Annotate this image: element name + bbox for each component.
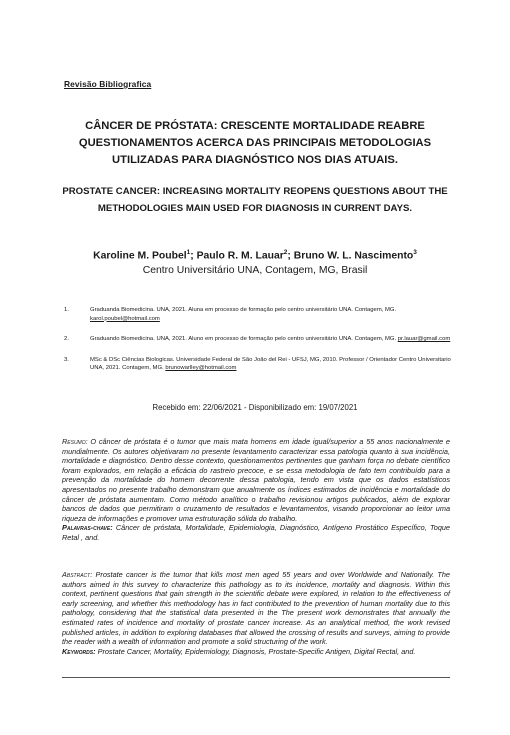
keywords-pt: Câncer de próstata, Mortalidade, Epidemiologia, Diagnóstico, Antígeno Prostático Específico, Toque Retal , and. [62, 523, 450, 542]
note-body: MSc & DSc Ciências Biologicas. Universidade Federal de São João del Rei - UFSJ, MG, 2010. Professor / Orientador Centro Universitario UNA, 2021. Contagem, MG. [90, 356, 451, 371]
author-note [64, 356, 454, 373]
email-link[interactable]: pr.lauar@gmail.com [397, 336, 451, 342]
keywords-en: Prostate Cancer, Mortality, Epidemiology, Diagnosis, Prostate-Specific Antigen, Digital Rectal, and. [95, 646, 416, 656]
resumo-text: O câncer de próstata é o tumor que mais mata homens em idade igual/superior a 55 anos nacionalmente e mundialmente. Os autores objetivaram no presente levantamento caracterizar essa patologia quanto à sua incidência, mortalidade e diagnóstico. Dentro desse contexto, questionamentos pertinentes que ganham força no debate científico foram explorados, em relação a eficácia do rastreio precoce, e se essa metodologia de fato tem contribuído para a prevenção da mortalidade do homem decorrente dessa patologia, tendo em vista que os dados estatísticos apresentados no presente trabalho demonstram que anualmente os índices estimados de incidência e mortalidade do câncer de próstata aumentam. Como método analítico o trabalho revisionou artigos publicados, além de explorar bancos de dados que permitiram o cruzamento de resultados e levantamentos, visando proporcionar ao leitor uma riqueza de informações e promover uma estruturação sólida do trabalho. [62, 437, 450, 523]
email-link[interactable]: karol.poubel@hotmail.com [90, 315, 160, 322]
note-body: Graduando Biomedicina. UNA, 2021. Aluno em processo de formação pelo centro universitário UNA. Contagem, MG. [90, 336, 398, 342]
title-portuguese: CÂNCER DE PRÓSTATA: CRESCENTE MORTALIDADE REABRE QUESTIONAMENTOS ACERCA DAS PRINCIPAIS METODOLOGIAS UTILIZADAS PARA DIAGNÓSTICO NOS DIAS ATUAIS. [78, 120, 432, 166]
abstract-block [62, 570, 450, 656]
author-note [64, 306, 454, 323]
email-link[interactable]: brunowarlley@hotmail.com [165, 365, 237, 371]
note-text [90, 356, 454, 373]
author-separator: ; [190, 250, 197, 262]
resumo-block [62, 437, 450, 543]
note-body: Graduanda Biomedicina. UNA, 2021. Aluna em processo de formação pelo centro universitário UNA. Contagem, MG. [90, 307, 397, 313]
author-name: Bruno W. L. Nascimento [293, 250, 414, 262]
keywords-label-en: Keywords: [62, 646, 96, 656]
author-list [40, 249, 470, 261]
author-name: Paulo R. M. Lauar [196, 250, 284, 262]
abstract-text: Prostate cancer is the tumor that kills most men aged 55 years and over Worldwide and Nationally. The authors aimed in this survey to characterize this pathology as to its incidence, mortality and diagnosis. Within this context, pertinent questions that gain strength in the scientific debate were explored, in relation to the effectiveness of early screening, and whether this methodology has in fact contributed to the prevention of human mortality due to this pathology, considering that the statistical data presented in the The present work demonstrates that annually the estimated rates of incidence and mortality of prostate cancer increase. As an analytical method, the work revised published articles, in addition to exploring databases that allowed the crossing of results and surveys, aiming to provide the reader with a wealth of information and promote a solid structuring of the work. [62, 570, 450, 647]
author-footnote-marker: 2 [283, 249, 288, 256]
note-number: 1. [64, 307, 69, 313]
received-dates: Recebido em: 22/06/2021 - Disponibilizado em: 19/07/2021 [152, 403, 358, 412]
author-note [64, 335, 454, 344]
author-notes [64, 306, 454, 385]
title-english: PROSTATE CANCER: INCREASING MORTALITY REOPENS QUESTIONS ABOUT THE METHODOLOGIES MAIN USED FOR DIAGNOSIS IN CURRENT DAYS. [62, 186, 448, 214]
note-number: 3. [64, 356, 69, 363]
section-label: Revisão Bibliografica [64, 79, 152, 89]
abstract-label: Abstract: [62, 570, 93, 579]
author-separator: ; [287, 250, 294, 262]
note-number: 2. [64, 336, 69, 342]
affiliation: Centro Universitário UNA, Contagem, MG, Brasil [142, 265, 368, 276]
keywords-label-pt: Palavras-chave: [62, 523, 113, 533]
resumo-label: Resumo: [62, 437, 88, 446]
footer-divider [62, 677, 450, 678]
note-text [90, 306, 454, 323]
author-footnote-marker: 1 [186, 249, 191, 256]
author-name: Karoline M. Poubel [93, 250, 187, 262]
author-footnote-marker: 3 [413, 249, 417, 256]
note-text [90, 335, 454, 344]
